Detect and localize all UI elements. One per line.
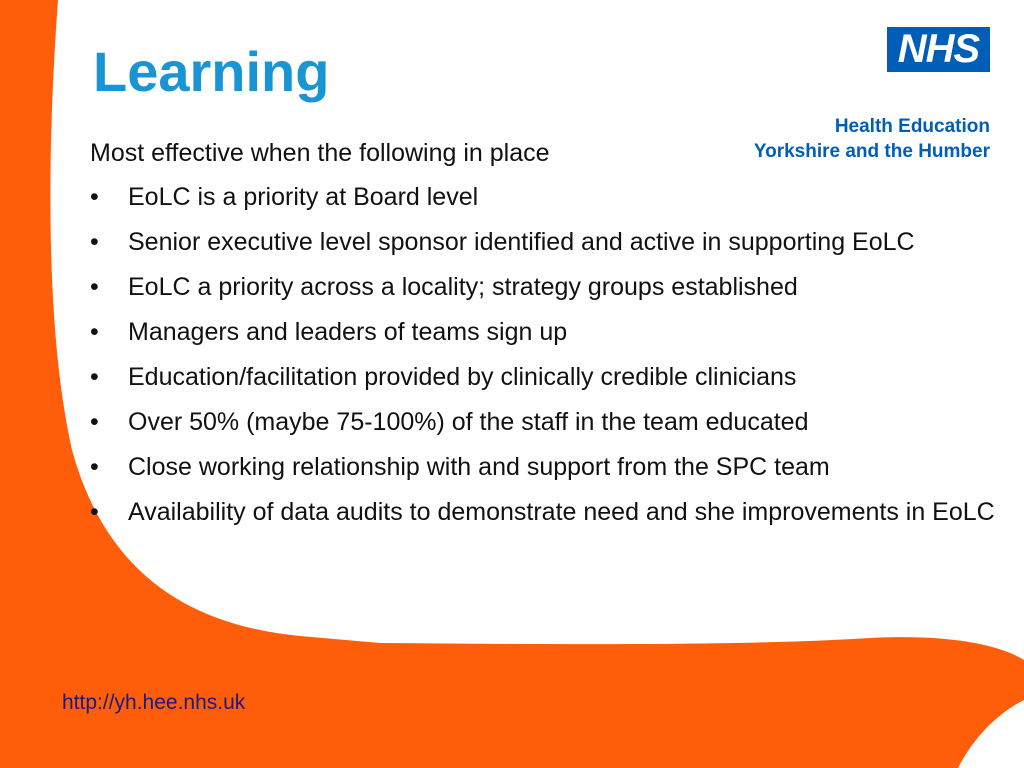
bullet-text: Availability of data audits to demonstrate need and she improvements in EoLC <box>128 498 995 526</box>
bullet-dot: • <box>90 408 99 436</box>
slide-body <box>90 135 995 539</box>
bullet-item <box>90 494 995 531</box>
bullet-dot: • <box>90 453 99 481</box>
bullet-dot: • <box>90 498 99 526</box>
bullet-item <box>90 359 995 396</box>
slide-title: Learning <box>93 40 330 103</box>
bullet-item <box>90 179 995 216</box>
bullet-item <box>90 404 995 441</box>
org-name-line2: Yorkshire and the Humber <box>753 141 990 162</box>
nhs-logo: NHS <box>887 27 990 72</box>
bullet-text: EoLC a priority across a locality; strategy groups established <box>128 273 798 301</box>
bullet-text: Managers and leaders of teams sign up <box>128 318 568 346</box>
bullet-dot: • <box>90 183 99 211</box>
bullet-text: Education/facilitation provided by clinically credible clinicians <box>128 363 797 391</box>
bullet-item <box>90 269 995 306</box>
bullet-item <box>90 314 995 351</box>
bullet-text: Over 50% (maybe 75-100%) of the staff in the team educated <box>128 408 809 436</box>
bullet-dot: • <box>90 363 99 391</box>
bullet-text: EoLC is a priority at Board level <box>128 183 479 211</box>
bullet-text: Close working relationship with and support from the SPC team <box>128 453 830 481</box>
bullet-item <box>90 224 995 261</box>
bullet-text: Senior executive level sponsor identified and active in supporting EoLC <box>128 228 915 256</box>
footer-url-link[interactable]: http://yh.hee.nhs.uk <box>62 691 246 714</box>
bullet-dot: • <box>90 228 99 256</box>
bullet-item <box>90 449 995 486</box>
intro-text: Most effective when the following in place <box>90 139 550 167</box>
org-name-line1: Health Education <box>834 116 990 137</box>
bullet-dot: • <box>90 273 99 301</box>
bullet-dot: • <box>90 318 99 346</box>
bullet-list <box>90 179 995 531</box>
